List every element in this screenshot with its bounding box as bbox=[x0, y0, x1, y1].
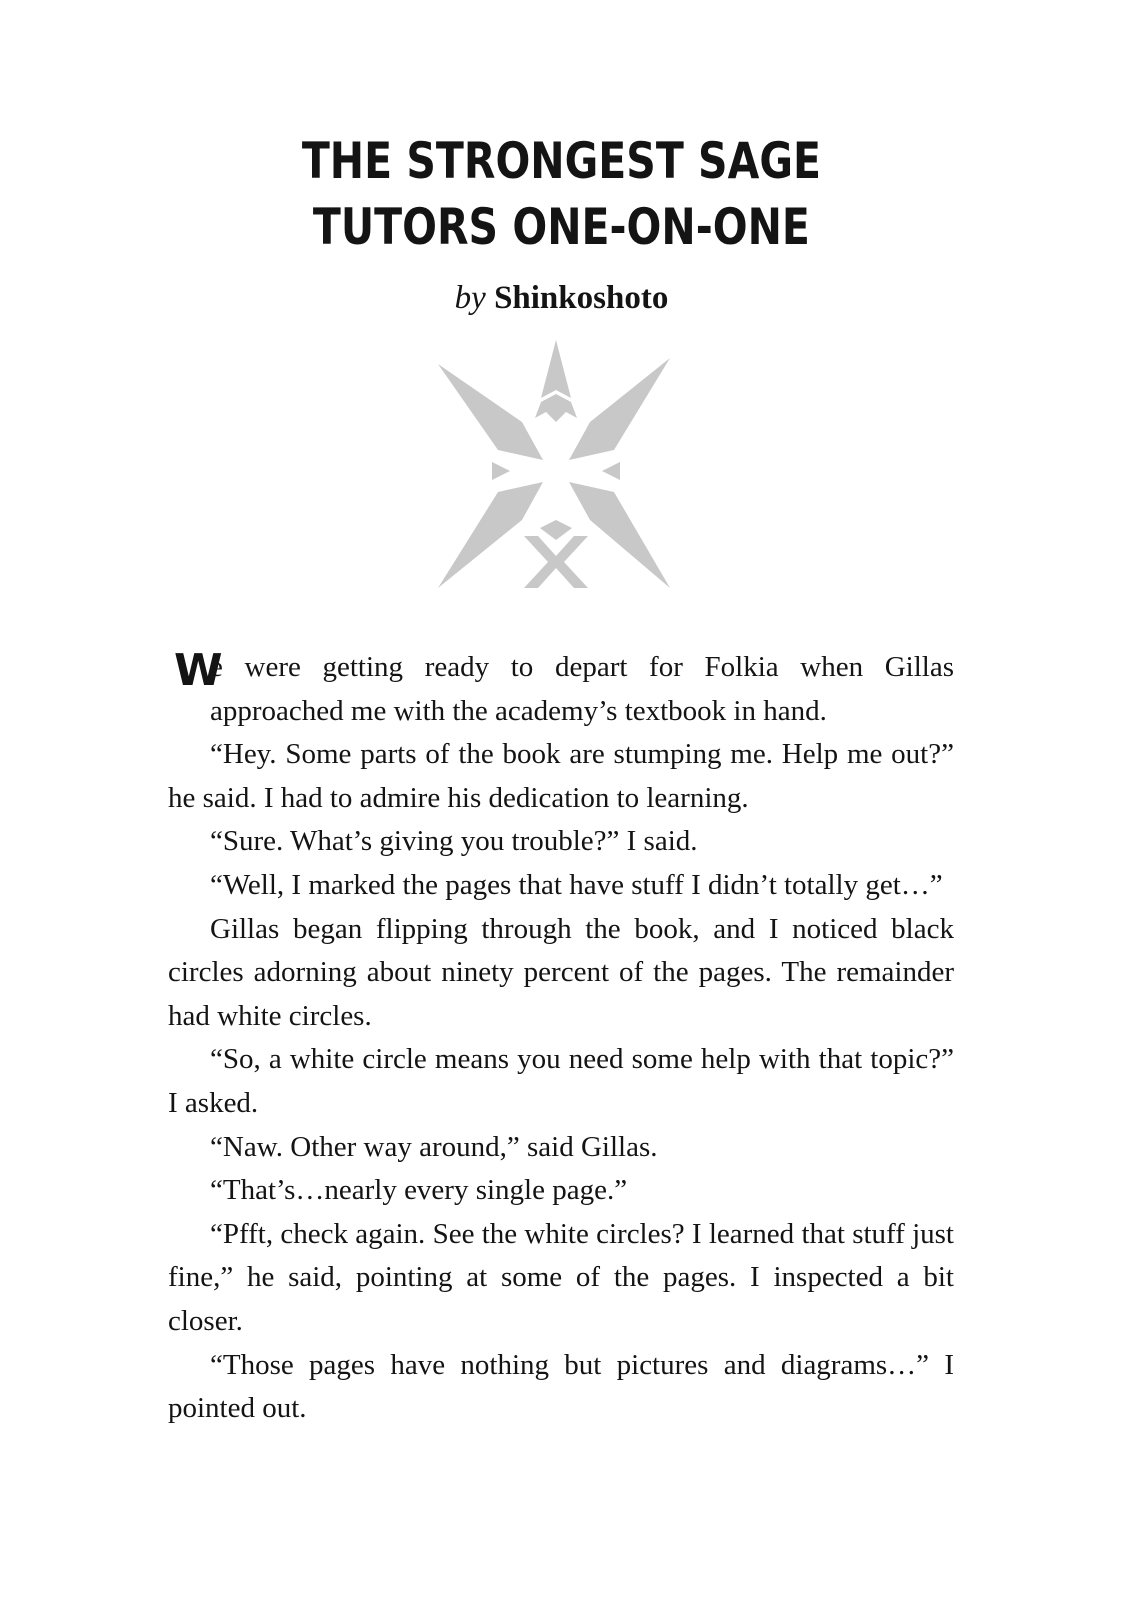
paragraph-10: “Those pages have nothing but pictures and diagrams…” I pointed out. bbox=[168, 1348, 954, 1425]
emblem-blade-lower-right bbox=[569, 482, 670, 588]
author-name: Shinkoshoto bbox=[494, 280, 669, 316]
paragraph-1-text: e were getting ready to depart for Folkia when Gillas approached me with the academy’s textbook in hand. bbox=[210, 651, 954, 727]
paragraph-4: “Well, I marked the pages that have stuff I didn’t totally get…” bbox=[210, 868, 943, 901]
paragraph-9: “Pfft, check again. See the white circles? I learned that stuff just fine,” he said, pointing at some of the pages. I inspected a bit closer. bbox=[168, 1217, 954, 1337]
title-line-1: THE STRONGEST SAGE bbox=[301, 132, 821, 190]
byline bbox=[0, 278, 1123, 318]
paragraph-5: Gillas began flipping through the book, and I noticed black circles adorning about ninety percent of the pages. The remainder had white circles. bbox=[168, 912, 954, 1032]
emblem-bottom-crest bbox=[524, 536, 588, 588]
drop-cap: W bbox=[174, 645, 223, 696]
emblem-blade-lower-left bbox=[438, 482, 543, 588]
paragraph-1 bbox=[168, 646, 954, 733]
story-title bbox=[101, 128, 1022, 260]
emblem-blade-upper-right bbox=[569, 358, 670, 460]
title-line-2: TUTORS ONE-ON-ONE bbox=[312, 198, 810, 256]
paragraph-7: “Naw. Other way around,” said Gillas. bbox=[210, 1130, 658, 1163]
emblem-top-spike bbox=[541, 340, 571, 398]
byline-by: by bbox=[454, 280, 486, 316]
story-text bbox=[168, 646, 954, 1431]
paragraph-3: “Sure. What’s giving you trouble?” I said. bbox=[210, 825, 698, 858]
paragraph-8: “That’s…nearly every single page.” bbox=[210, 1174, 628, 1207]
emblem-top-crown bbox=[535, 394, 577, 422]
emblem-notch-right bbox=[602, 462, 620, 480]
emblem-notch-left bbox=[492, 462, 510, 480]
paragraph-2: “Hey. Some parts of the book are stumping me. Help me out?” he said. I had to admire his dedication to learning. bbox=[168, 738, 954, 814]
star-crest-emblem-icon bbox=[438, 340, 674, 602]
emblem-blade-upper-left bbox=[438, 364, 543, 460]
emblem-bottom-top bbox=[540, 520, 572, 540]
paragraph-6: “So, a white circle means you need some help with that topic?” I asked. bbox=[168, 1043, 954, 1119]
